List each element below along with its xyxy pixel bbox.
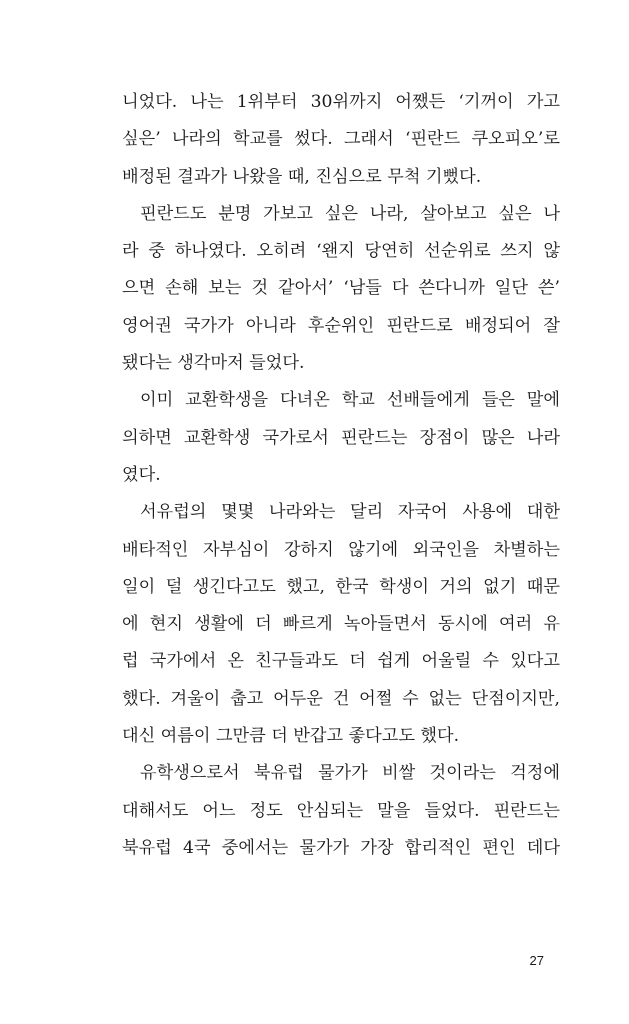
paragraph-start-line: 이미 교환학생을 다녀온 학교 선배들에게 들은 말에 (140, 390, 560, 411)
text-line: 니었다. 나는 1위부터 30위까지 어쨌든 ‘기꺼이 가고 (122, 92, 560, 112)
paragraph-start-line: 서유럽의 몇몇 나라와는 달리 자국어 사용에 대한 (140, 502, 560, 523)
text-line: 영어권 국가가 아니라 후순위인 핀란드로 배정되어 잘 (122, 315, 560, 336)
paragraph-start-line: 유학생으로서 북유럽 물가가 비쌀 것이라는 걱정에 (140, 763, 560, 784)
text-line: 의하면 교환학생 국가로서 핀란드는 장점이 많은 나라 (122, 427, 560, 448)
text-line: 일이 덜 생긴다고도 했고, 한국 학생이 거의 없기 때문 (122, 576, 560, 597)
text-line: 대해서도 어느 정도 안심되는 말을 들었다. 핀란드는 (122, 800, 560, 821)
page-number: 27 (529, 953, 544, 968)
text-line: 됐다는 생각마저 들었다. (122, 353, 305, 374)
text-line: 배타적인 자부심이 강하지 않기에 외국인을 차별하는 (122, 539, 560, 560)
text-line: 북유럽 4국 중에서는 물가가 가장 합리적인 편인 데다 (122, 837, 560, 858)
text-line: 럽 국가에서 온 친구들과도 더 쉽게 어울릴 수 있다고 (122, 651, 560, 672)
paragraph-start-line: 핀란드도 분명 가보고 싶은 나라, 살아보고 싶은 나 (140, 203, 560, 224)
text-line: 에 현지 생활에 더 빠르게 녹아들면서 동시에 여러 유 (122, 614, 560, 635)
body-text (122, 84, 560, 867)
text-line: 라 중 하나였다. 오히려 ‘왠지 당연히 선순위로 쓰지 않 (122, 241, 560, 262)
text-line: 배정된 결과가 나왔을 때, 진심으로 무척 기뻤다. (122, 166, 482, 187)
text-line: 으면 손해 보는 것 같아서’ ‘남들 다 쓴다니까 일단 쓴’ (122, 278, 560, 299)
text-line: 했다. 겨울이 춥고 어두운 건 어쩔 수 없는 단점이지만, (122, 688, 560, 709)
text-line: 싶은’ 나라의 학교를 썼다. 그래서 ‘핀란드 쿠오피오’로 (122, 129, 560, 150)
text-line: 대신 여름이 그만큼 더 반갑고 좋다고도 했다. (122, 726, 460, 747)
text-line: 였다. (122, 464, 161, 485)
